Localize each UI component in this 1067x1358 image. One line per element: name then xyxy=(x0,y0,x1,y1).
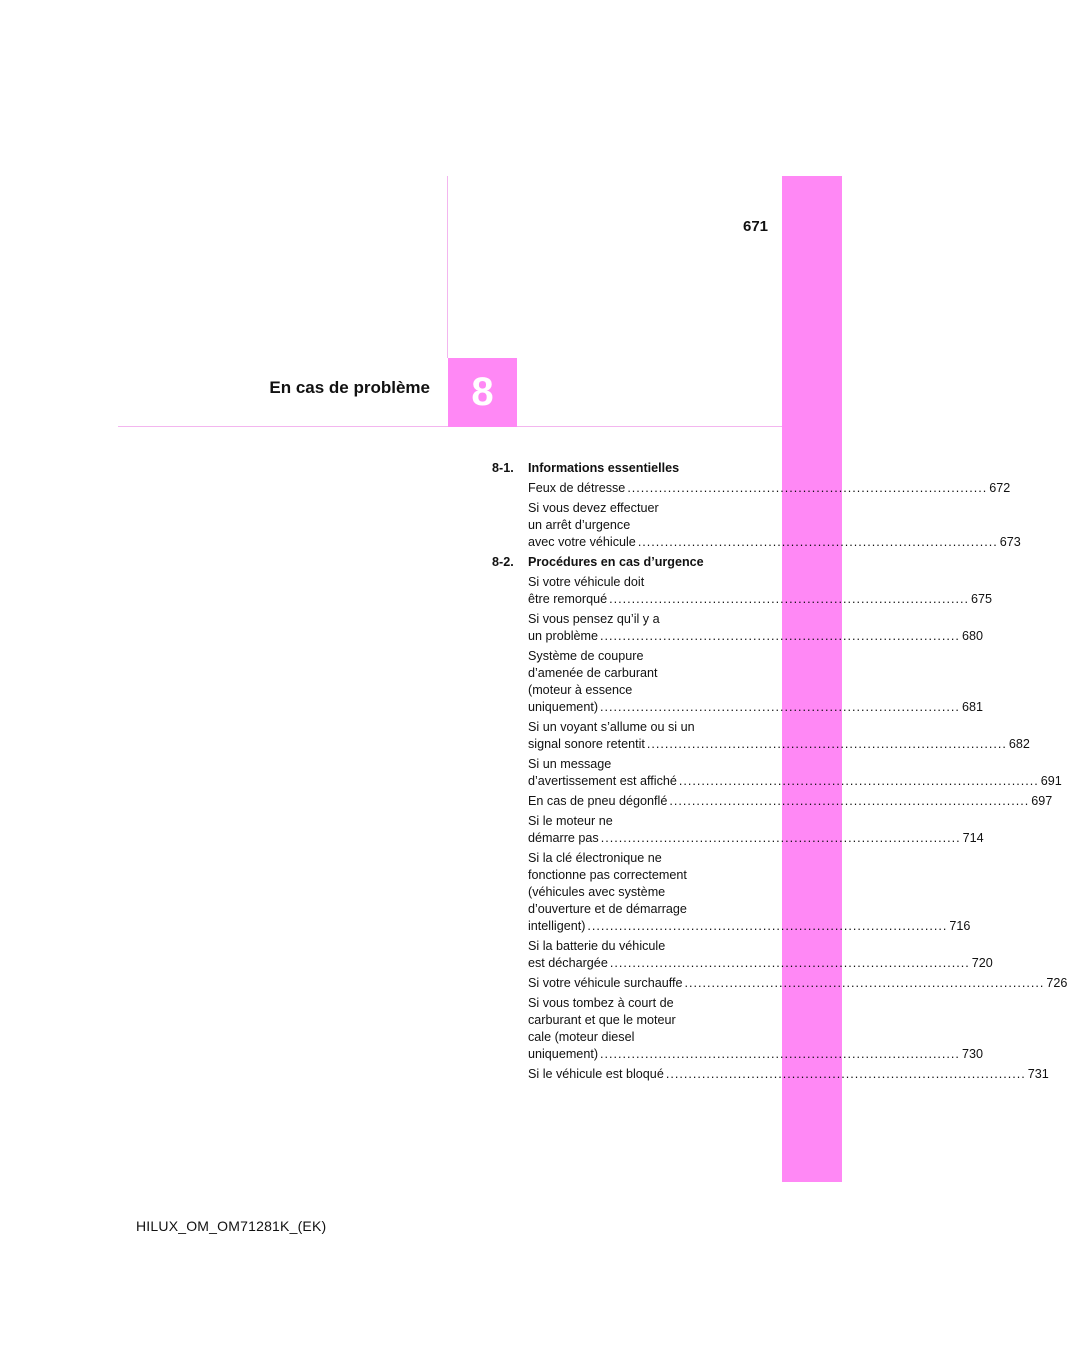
toc-entry-page: 682 xyxy=(1008,737,1030,751)
toc-entry-last-line xyxy=(528,975,1067,992)
chapter-side-tab xyxy=(782,176,842,1182)
toc-entry-page: 681 xyxy=(961,700,983,714)
toc-section xyxy=(492,554,1067,1083)
toc-entry-text: Si vous tombez à court de xyxy=(528,996,674,1010)
toc-entry-page: 697 xyxy=(1031,794,1053,808)
toc-entry[interactable] xyxy=(528,850,971,935)
toc-entry-text: (moteur à essence xyxy=(528,683,633,697)
toc-entry-last-line xyxy=(528,955,993,972)
toc-entry[interactable] xyxy=(528,1066,1049,1083)
toc-entry-page: 726 xyxy=(1046,976,1067,990)
toc-entry-text: un problème xyxy=(528,629,599,643)
toc-entry-text: Si vous devez effectuer xyxy=(528,501,659,515)
dot-leader: ................................................................................ xyxy=(627,481,988,495)
toc-entry-last-line xyxy=(528,793,1053,810)
toc-entry[interactable] xyxy=(528,756,1062,790)
toc-entry-text: Si votre véhicule doit xyxy=(528,575,645,589)
toc-entry-text: d’amenée de carburant xyxy=(528,666,658,680)
toc-entry-last-line xyxy=(528,699,983,716)
toc-section xyxy=(492,460,1021,551)
toc-entry-text: fonctionne pas correctement xyxy=(528,868,687,882)
toc-entry-last-line xyxy=(528,918,971,935)
toc-entry-page: 716 xyxy=(949,919,971,933)
toc-entry-text: avec votre véhicule xyxy=(528,535,636,549)
toc-entry-text: carburant et que le moteur xyxy=(528,1013,676,1027)
dot-leader: ................................................................................ xyxy=(600,831,961,845)
toc-entry-text: démarre pas xyxy=(528,831,599,845)
dot-leader: ................................................................................ xyxy=(609,592,970,606)
toc-entry[interactable] xyxy=(528,574,993,608)
toc-entry[interactable] xyxy=(528,938,993,972)
toc-entry-last-line xyxy=(528,736,1030,753)
toc-entry-text: Système de coupure xyxy=(528,649,644,663)
toc-section-heading[interactable] xyxy=(492,554,740,571)
toc-entry-page: 673 xyxy=(999,535,1021,549)
vertical-divider xyxy=(447,176,448,358)
chapter-number-box xyxy=(448,358,517,427)
toc-entry-last-line xyxy=(528,480,1011,497)
toc-entry[interactable] xyxy=(528,995,983,1063)
toc-entry-text: Si le moteur ne xyxy=(528,814,613,828)
toc-entry-page: 691 xyxy=(1040,774,1062,788)
toc-entry-page: 680 xyxy=(961,629,983,643)
toc-entry-page: 731 xyxy=(1027,1067,1049,1081)
toc-section-title: Informations essentielles xyxy=(528,461,680,475)
dot-leader: ................................................................................ xyxy=(609,956,970,970)
page-number: 671 xyxy=(743,218,769,235)
toc-entry[interactable] xyxy=(528,793,1053,810)
toc-entry-page: 730 xyxy=(961,1047,983,1061)
toc-entry-text: Si votre véhicule surchauffe xyxy=(528,976,683,990)
toc-entry-last-line xyxy=(528,773,1062,790)
dot-leader: ................................................................................ xyxy=(637,535,998,549)
toc-entry-text: Si la batterie du véhicule xyxy=(528,939,666,953)
toc-section-heading[interactable] xyxy=(492,460,740,477)
toc-entry-page: 720 xyxy=(971,956,993,970)
toc-entry-last-line xyxy=(528,534,1021,551)
dot-leader: ................................................................................ xyxy=(665,1067,1026,1081)
toc-entry-text: d’avertissement est affiché xyxy=(528,774,677,788)
toc-section-number: 8-2. xyxy=(492,555,514,569)
chapter-number: 8 xyxy=(471,370,494,414)
toc-entry-text: uniquement) xyxy=(528,700,599,714)
toc-entry-last-line xyxy=(528,1046,983,1063)
toc-entry[interactable] xyxy=(528,719,1030,753)
toc-entry-last-line xyxy=(528,628,983,645)
toc-entry-text: Si le véhicule est bloqué xyxy=(528,1067,664,1081)
toc-entry-page: 714 xyxy=(962,831,984,845)
dot-leader: ................................................................................ xyxy=(600,629,960,643)
toc-entry[interactable] xyxy=(528,975,1067,992)
toc-entry-text: cale (moteur diesel xyxy=(528,1030,635,1044)
dot-leader: ................................................................................ xyxy=(646,737,1007,751)
toc-section-number: 8-1. xyxy=(492,461,514,475)
table-of-contents xyxy=(492,460,1067,1086)
toc-entry[interactable] xyxy=(528,500,1021,551)
toc-entry-page: 675 xyxy=(971,592,993,606)
toc-section-title: Procédures en cas d’urgence xyxy=(528,555,704,569)
toc-entry-text: Feux de détresse xyxy=(528,481,626,495)
dot-leader: ................................................................................ xyxy=(684,976,1045,990)
toc-entry-text: d’ouverture et de démarrage xyxy=(528,902,687,916)
toc-entry-text: En cas de pneu dégonflé xyxy=(528,794,668,808)
toc-entry-last-line xyxy=(528,830,984,847)
toc-entry-page: 672 xyxy=(989,481,1011,495)
toc-entry-text: être remorqué xyxy=(528,592,608,606)
toc-entry-text: (véhicules avec système xyxy=(528,885,666,899)
toc-entry-text: Si un voyant s’allume ou si un xyxy=(528,720,695,734)
toc-entry-text: Si vous pensez qu’il y a xyxy=(528,612,660,626)
toc-entry[interactable] xyxy=(528,480,1011,497)
dot-leader: ................................................................................ xyxy=(600,1047,960,1061)
toc-entry-text: est déchargée xyxy=(528,956,608,970)
toc-entry-last-line xyxy=(528,591,993,608)
dot-leader: ................................................................................ xyxy=(587,919,948,933)
toc-entry-text: Si un message xyxy=(528,757,612,771)
toc-entry[interactable] xyxy=(528,611,983,645)
toc-entry[interactable] xyxy=(528,813,984,847)
dot-leader: ................................................................................ xyxy=(600,700,960,714)
toc-entry-last-line xyxy=(528,1066,1049,1083)
dot-leader: ................................................................................ xyxy=(669,794,1030,808)
toc-entry-text: un arrêt d’urgence xyxy=(528,518,631,532)
toc-entry-text: intelligent) xyxy=(528,919,586,933)
document-code: HILUX_OM_OM71281K_(EK) xyxy=(136,1218,327,1234)
toc-entry[interactable] xyxy=(528,648,983,716)
toc-entry-text: signal sonore retentit xyxy=(528,737,645,751)
toc-entry-text: uniquement) xyxy=(528,1047,599,1061)
toc-entry-text: Si la clé électronique ne xyxy=(528,851,662,865)
dot-leader: ................................................................................ xyxy=(678,774,1039,788)
chapter-title: En cas de problème xyxy=(269,378,430,397)
